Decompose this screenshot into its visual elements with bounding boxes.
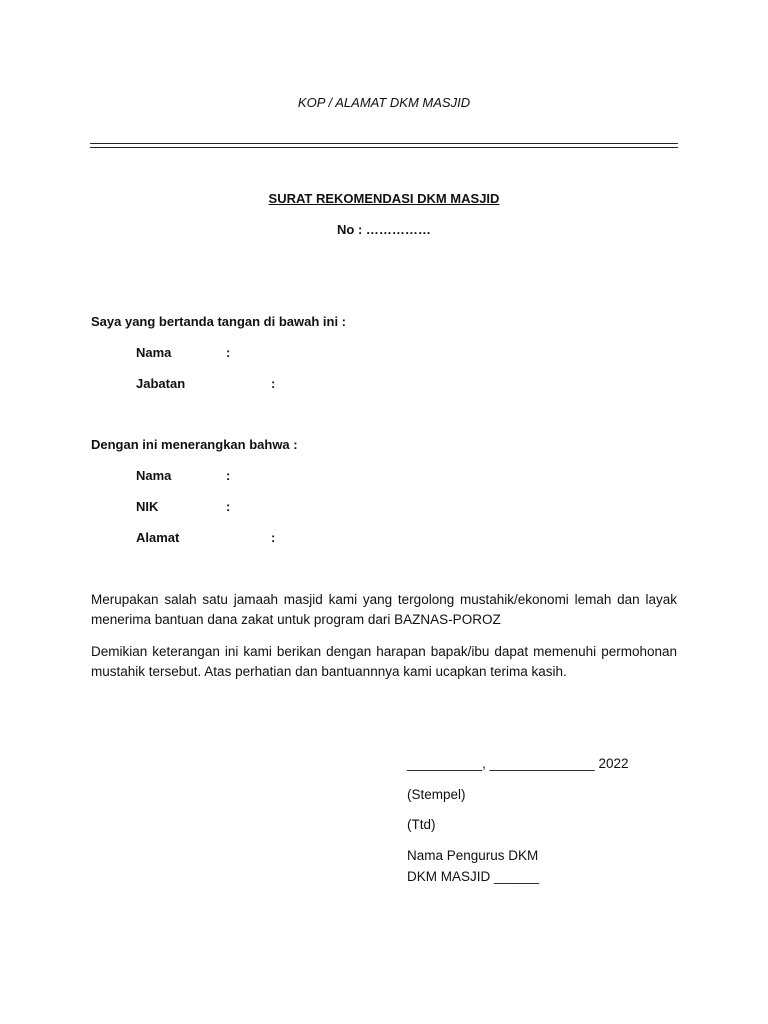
signature-name: Nama Pengurus DKM — [407, 848, 539, 863]
signer-name-colon: : — [226, 345, 231, 360]
signature-ttd: (Ttd) — [407, 817, 436, 832]
signature-org: DKM MASJID ______ — [407, 869, 540, 884]
signature-date-line: __________, ______________ 2022 — [407, 756, 629, 771]
signature-stamp: (Stempel) — [407, 787, 466, 802]
letterhead-rule-thick — [90, 143, 678, 144]
subject-name-colon: : — [226, 468, 231, 483]
signer-name-label: Nama — [136, 345, 172, 360]
signer-position-label: Jabatan — [136, 376, 186, 391]
subject-name-label: Nama — [136, 468, 172, 483]
subject-nik-label: NIK — [136, 499, 159, 514]
signer-intro: Saya yang bertanda tangan di bawah ini : — [91, 314, 346, 329]
subject-address-colon: : — [271, 530, 276, 545]
subject-nik-colon: : — [226, 499, 231, 514]
letterhead-rule-thin — [90, 147, 678, 148]
signer-position-colon: : — [271, 376, 276, 391]
letterhead-address: KOP / ALAMAT DKM MASJID — [297, 95, 471, 110]
body-paragraph-2: Demikian keterangan ini kami berikan dengan harapan bapak/ibu dapat memenuhi permohonan mustahik tersebut. Atas perhatian dan bantuannnya kami ucapkan terima kasih. — [91, 644, 677, 679]
subject-intro: Dengan ini menerangkan bahwa : — [91, 437, 298, 452]
letter-number: No : …………… — [337, 222, 431, 237]
letter-title: SURAT REKOMENDASI DKM MASJID — [268, 191, 500, 206]
body-paragraph-1: Merupakan salah satu jamaah masjid kami yang tergolong mustahik/ekonomi lemah dan layak menerima bantuan dana zakat untuk program dari BAZNAS-POROZ — [91, 592, 677, 627]
subject-address-label: Alamat — [136, 530, 180, 545]
